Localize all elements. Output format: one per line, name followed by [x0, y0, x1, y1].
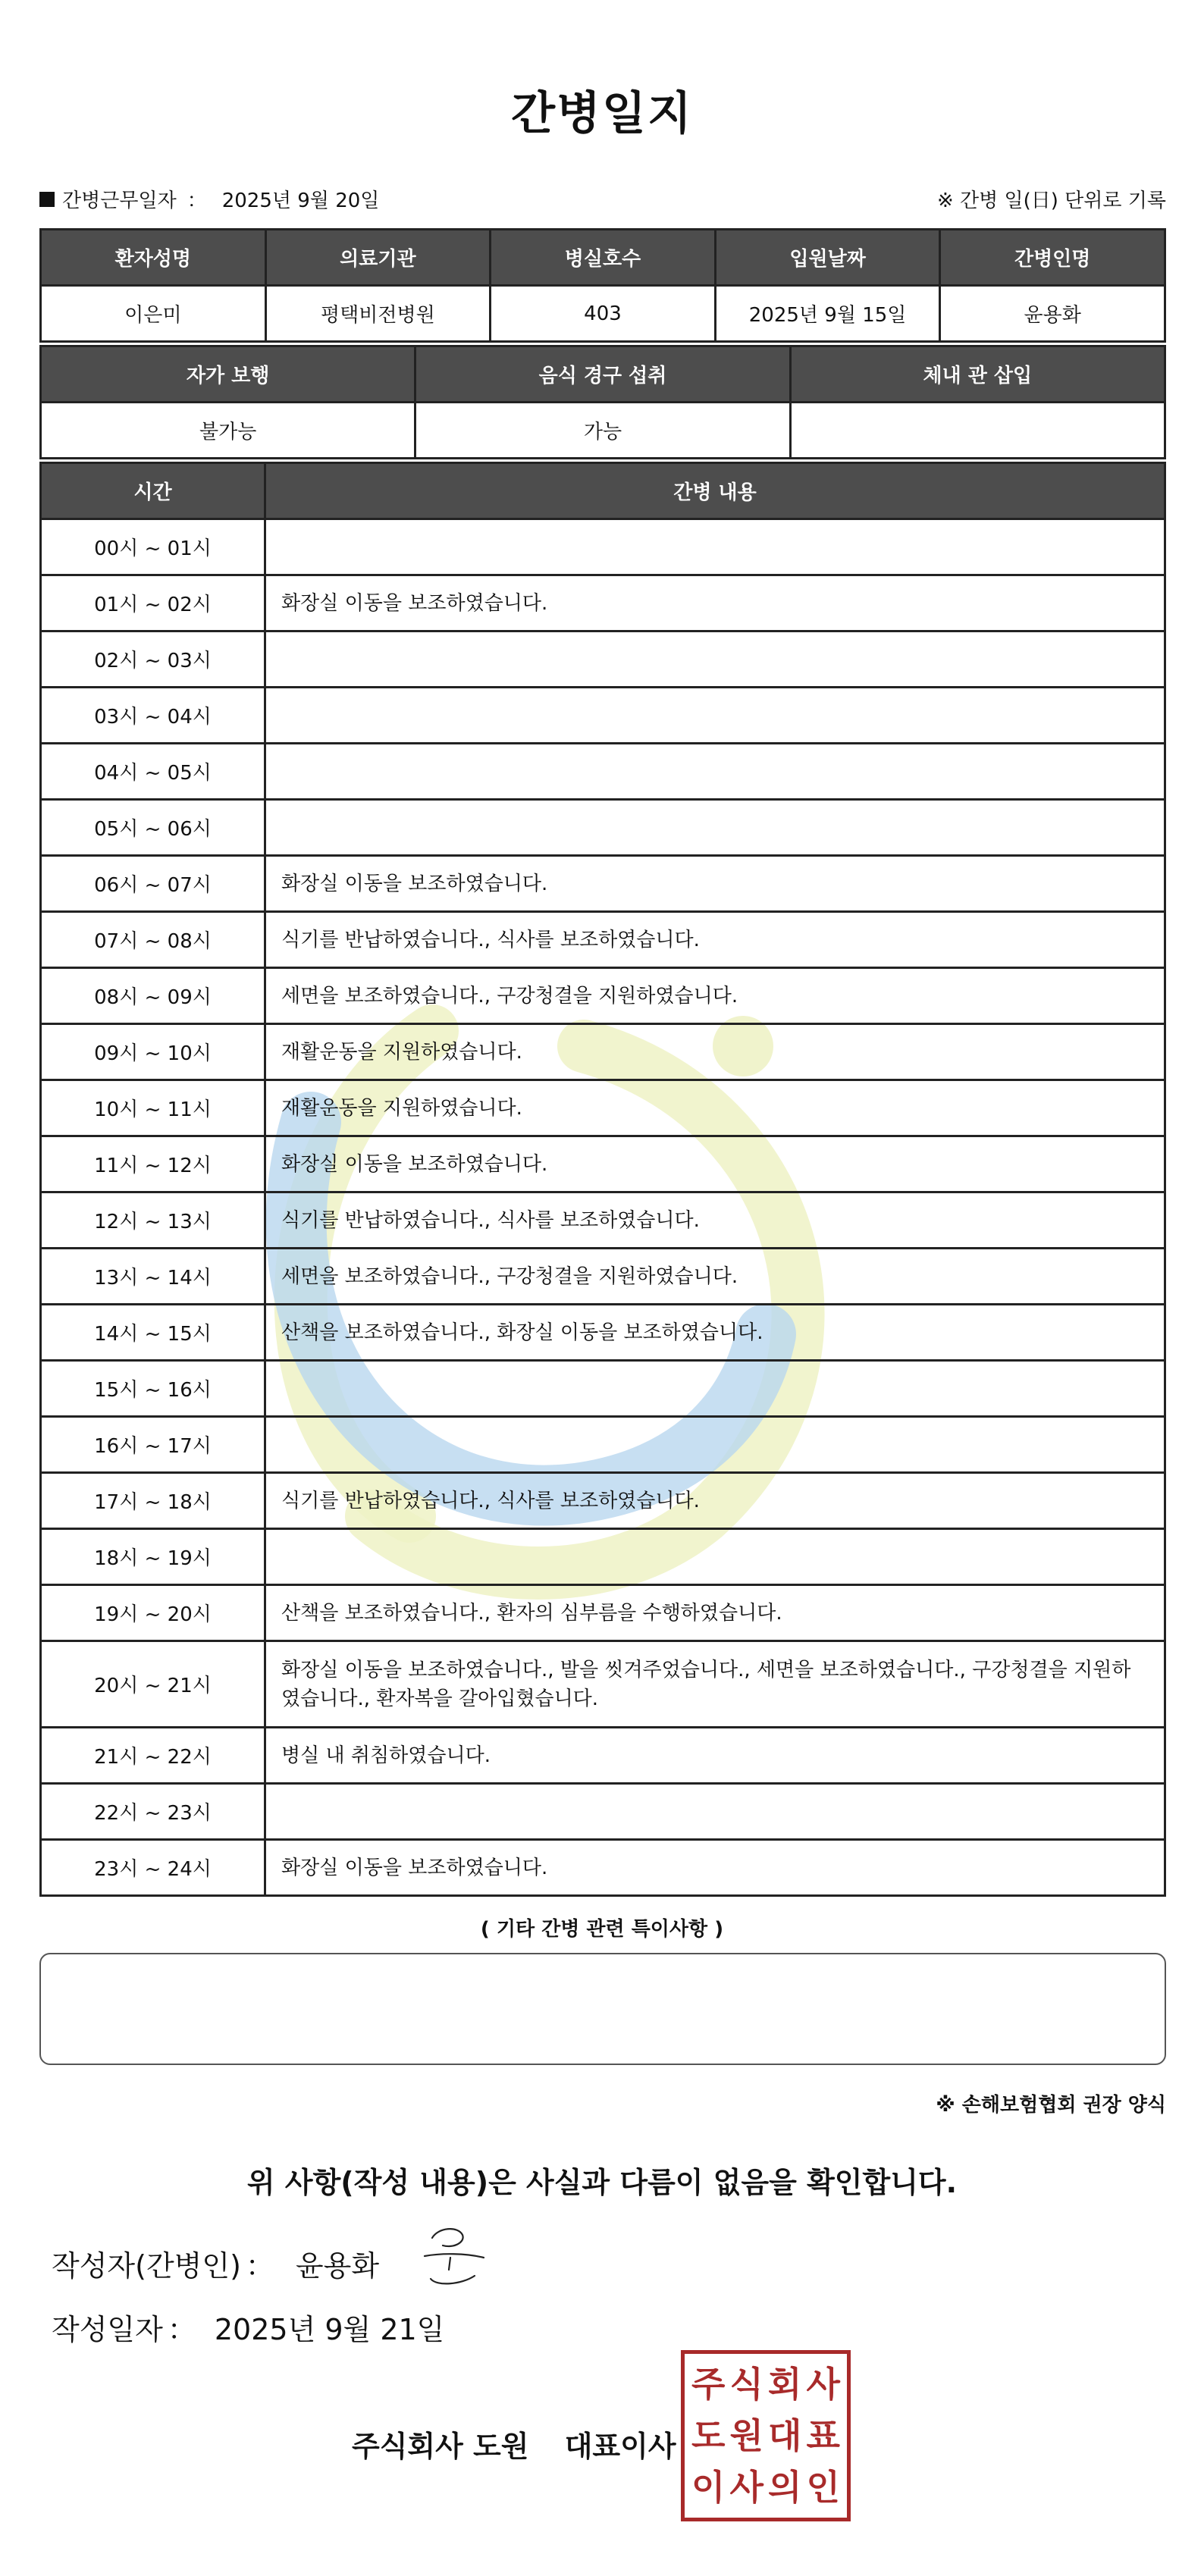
association-note: ※ 손해보험협회 권장 양식 [936, 2094, 1166, 2117]
time-cell: 18시 ~ 19시 [41, 1529, 265, 1585]
care-content-cell: 세면을 보조하였습니다., 구강청결을 지원하였습니다. [265, 1249, 1165, 1305]
table-row [41, 1784, 1165, 1840]
seal-char: 원 [729, 2415, 763, 2456]
care-content-cell: 식기를 반납하였습니다., 식사를 보조하였습니다. [265, 912, 1165, 968]
time-cell: 05시 ~ 06시 [41, 800, 265, 856]
patient-name: 이은미 [41, 286, 266, 342]
table-row [41, 912, 1165, 968]
table-row [41, 800, 1165, 856]
table-row [41, 1585, 1165, 1641]
admission-date: 2025년 9월 15일 [715, 286, 940, 342]
work-date-value: 2025년 9월 20일 [221, 190, 380, 212]
care-content-cell [265, 800, 1165, 856]
care-content-cell: 화장실 이동을 보조하였습니다., 발을 씻겨주었습니다., 세면을 보조하였습니다., 구강청결을 지원하였습니다., 환자복을 갈아입혔습니다. [265, 1641, 1165, 1728]
seal-char: 의 [768, 2467, 802, 2508]
document-title: 간병일지 [511, 87, 693, 140]
care-content-cell: 화장실 이동을 보조하였습니다. [265, 575, 1165, 631]
seal-char: 대 [768, 2415, 802, 2456]
write-date-line [52, 2306, 444, 2348]
self-walking-value: 불가능 [41, 403, 415, 459]
time-cell: 17시 ~ 18시 [41, 1473, 265, 1529]
table-header-row [41, 230, 1165, 286]
header-care-content: 간병 내용 [265, 463, 1165, 519]
care-content-cell: 산책을 보조하였습니다., 화장실 이동을 보조하였습니다. [265, 1305, 1165, 1361]
care-content-cell [265, 744, 1165, 800]
care-content-cell: 화장실 이동을 보조하였습니다. [265, 1136, 1165, 1192]
header-patient-name: 환자성명 [41, 230, 266, 286]
care-content-cell: 식기를 반납하였습니다., 식사를 보조하였습니다. [265, 1192, 1165, 1249]
table-row [41, 1024, 1165, 1080]
care-content-cell [265, 1361, 1165, 1417]
time-cell: 20시 ~ 21시 [41, 1641, 265, 1728]
company-seal-stamp [681, 2350, 851, 2521]
table-row [41, 1249, 1165, 1305]
table-row [41, 744, 1165, 800]
write-date-value: 2025년 9월 21일 [214, 2313, 445, 2346]
company-name: 주식회사 도원 [352, 2430, 529, 2463]
patient-ability-table [39, 345, 1166, 459]
care-content-cell [265, 1417, 1165, 1473]
table-row [41, 1361, 1165, 1417]
header-self-walking: 자가 보행 [41, 346, 415, 403]
seal-char: 주 [691, 2364, 726, 2405]
care-content-cell: 병실 내 취침하였습니다. [265, 1728, 1165, 1784]
record-unit-note: ※ 간병 일(日) 단위로 기록 [936, 190, 1166, 212]
header-room-number: 병실호수 [491, 230, 716, 286]
table-row [41, 1192, 1165, 1249]
care-content-cell: 재활운동을 지원하였습니다. [265, 1024, 1165, 1080]
company-signature-line [352, 2423, 676, 2465]
handwritten-signature [415, 2223, 491, 2291]
time-cell: 14시 ~ 15시 [41, 1305, 265, 1361]
care-content-cell [265, 688, 1165, 744]
writer-label: 작성자(간병인) [52, 2249, 241, 2283]
care-content-cell: 세면을 보조하였습니다., 구강청결을 지원하였습니다. [265, 968, 1165, 1024]
header-tube-insertion: 체내 관 삽입 [790, 346, 1165, 403]
time-cell: 08시 ~ 09시 [41, 968, 265, 1024]
table-row [41, 1473, 1165, 1529]
seal-char: 인 [806, 2467, 840, 2508]
company-role: 대표이사 [564, 2430, 676, 2463]
square-bullet-icon [39, 192, 55, 207]
room-number: 403 [491, 286, 716, 342]
time-cell: 19시 ~ 20시 [41, 1585, 265, 1641]
table-row [41, 1529, 1165, 1585]
work-date-label: 간병근무일자 [62, 190, 177, 212]
table-row [41, 286, 1165, 342]
seal-char: 사 [806, 2364, 840, 2405]
work-date-group [39, 185, 379, 213]
header-admission-date: 입원날짜 [715, 230, 940, 286]
table-row [41, 968, 1165, 1024]
time-cell: 10시 ~ 11시 [41, 1080, 265, 1136]
time-cell: 00시 ~ 01시 [41, 519, 265, 575]
care-content-cell: 화장실 이동을 보조하였습니다. [265, 856, 1165, 912]
confirmation-statement: 위 사항(작성 내용)은 사실과 다름이 없음을 확인합니다. [246, 2166, 958, 2199]
header-caregiver-name: 간병인명 [940, 230, 1165, 286]
care-content-cell [265, 1529, 1165, 1585]
table-row [41, 1136, 1165, 1192]
care-content-cell [265, 631, 1165, 688]
care-content-cell: 식기를 반납하였습니다., 식사를 보조하였습니다. [265, 1473, 1165, 1529]
time-cell: 06시 ~ 07시 [41, 856, 265, 912]
time-cell: 03시 ~ 04시 [41, 688, 265, 744]
care-content-cell: 재활운동을 지원하였습니다. [265, 1080, 1165, 1136]
table-row [41, 1840, 1165, 1896]
seal-char: 회 [768, 2364, 802, 2405]
header-time: 시간 [41, 463, 265, 519]
work-date-colon: ： [187, 190, 207, 212]
time-cell: 23시 ~ 24시 [41, 1840, 265, 1896]
seal-char: 식 [729, 2364, 763, 2405]
time-cell: 04시 ~ 05시 [41, 744, 265, 800]
time-cell: 21시 ~ 22시 [41, 1728, 265, 1784]
header-oral-intake: 음식 경구 섭취 [415, 346, 790, 403]
time-cell: 22시 ~ 23시 [41, 1784, 265, 1840]
care-log-table [39, 462, 1166, 1897]
table-row [41, 403, 1165, 459]
table-row [41, 1641, 1165, 1728]
table-row [41, 1417, 1165, 1473]
table-header-row [41, 346, 1165, 403]
write-date-label: 작성일자 [52, 2313, 163, 2346]
caregiver-name: 윤용화 [940, 286, 1165, 342]
care-content-cell: 화장실 이동을 보조하였습니다. [265, 1840, 1165, 1896]
write-date-colon: ： [167, 2313, 196, 2346]
writer-name: 윤용화 [295, 2249, 380, 2283]
medical-institution: 평택비전병원 [265, 286, 491, 342]
table-row [41, 631, 1165, 688]
table-row [41, 1080, 1165, 1136]
seal-char: 도 [691, 2415, 726, 2456]
table-row [41, 688, 1165, 744]
care-content-cell [265, 519, 1165, 575]
time-cell: 13시 ~ 14시 [41, 1249, 265, 1305]
time-cell: 11시 ~ 12시 [41, 1136, 265, 1192]
writer-line [52, 2242, 379, 2284]
time-cell: 07시 ~ 08시 [41, 912, 265, 968]
care-content-cell: 산책을 보조하였습니다., 환자의 심부름을 수행하였습니다. [265, 1585, 1165, 1641]
table-row [41, 519, 1165, 575]
time-cell: 16시 ~ 17시 [41, 1417, 265, 1473]
table-row [41, 856, 1165, 912]
table-row [41, 1728, 1165, 1784]
special-notes-title: ( 기타 간병 관련 특이사항 ) [480, 1918, 724, 1941]
table-row [41, 1305, 1165, 1361]
special-notes-box [39, 1953, 1166, 2065]
tube-insertion-value [790, 403, 1165, 459]
oral-intake-value: 가능 [415, 403, 790, 459]
header-medical-institution: 의료기관 [265, 230, 491, 286]
time-cell: 09시 ~ 10시 [41, 1024, 265, 1080]
writer-colon: ： [245, 2249, 274, 2283]
seal-char: 이 [691, 2467, 726, 2508]
meta-row [39, 185, 1166, 215]
time-cell: 02시 ~ 03시 [41, 631, 265, 688]
time-cell: 12시 ~ 13시 [41, 1192, 265, 1249]
table-row [41, 575, 1165, 631]
time-cell: 15시 ~ 16시 [41, 1361, 265, 1417]
patient-info-table [39, 228, 1166, 343]
table-header-row [41, 463, 1165, 519]
seal-char: 표 [806, 2415, 840, 2456]
care-content-cell [265, 1784, 1165, 1840]
seal-char: 사 [729, 2467, 763, 2508]
time-cell: 01시 ~ 02시 [41, 575, 265, 631]
